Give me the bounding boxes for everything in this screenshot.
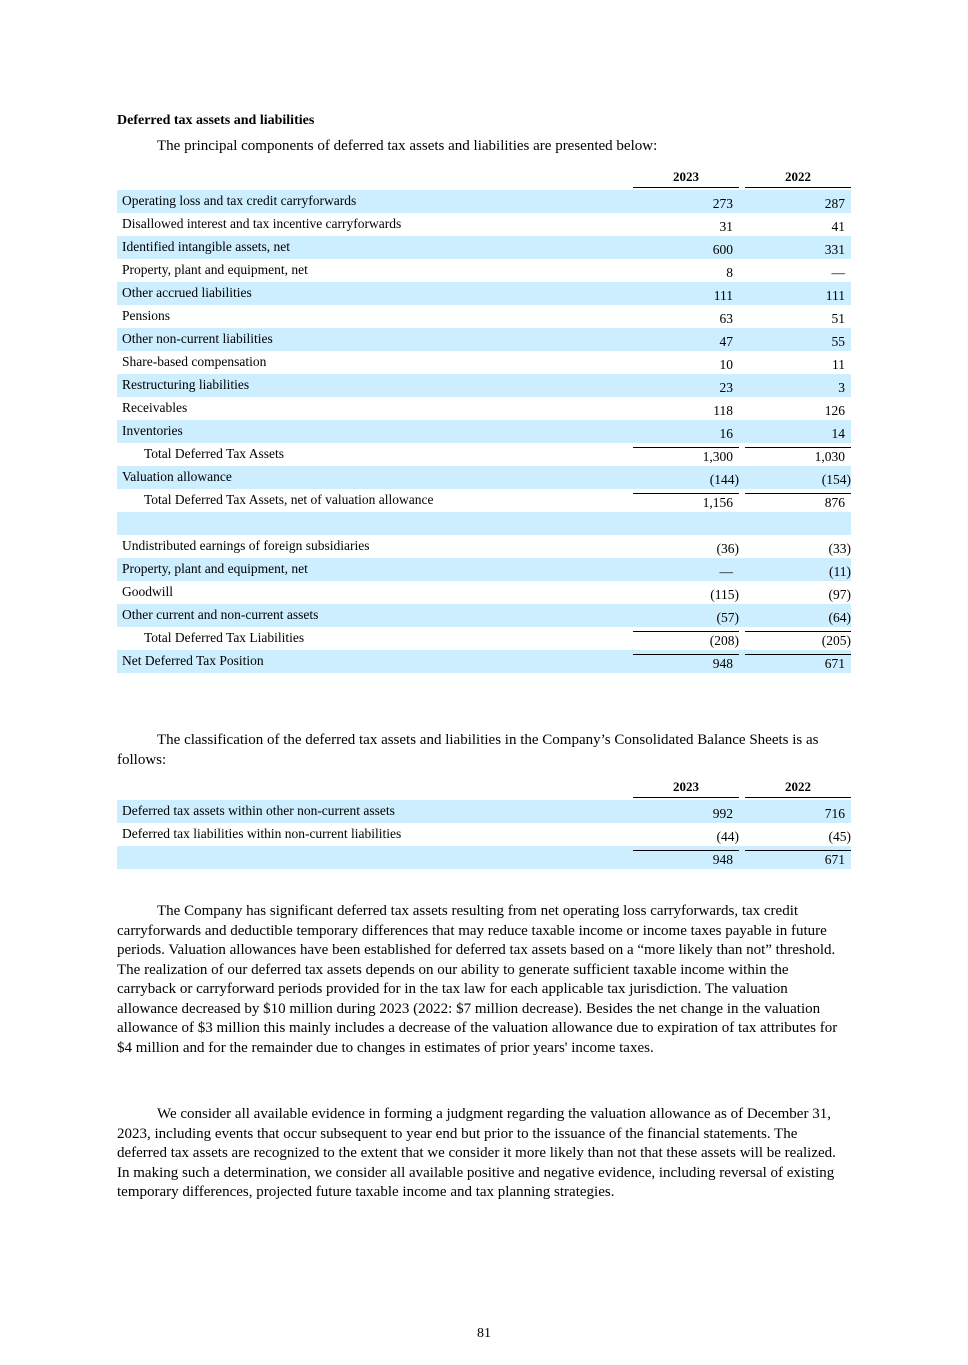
value-2023: 118 [713, 403, 733, 418]
row-label: Other non-current liabilities [122, 331, 273, 346]
row-label: Property, plant and equipment, net [122, 561, 308, 576]
table-row [117, 397, 851, 420]
row-label: Share-based compensation [122, 354, 267, 369]
value-2022: 671 [824, 852, 845, 867]
year-header-2023: 2023 [633, 778, 739, 798]
value-2023: (36) [716, 541, 739, 556]
table-header [117, 778, 851, 800]
table-row [117, 846, 851, 869]
table-row [117, 581, 851, 604]
table-row [117, 558, 851, 581]
row-label: Restructuring liabilities [122, 377, 250, 392]
row-label: Identified intangible assets, net [122, 239, 290, 254]
table-row [117, 190, 851, 213]
value-2023: (44) [716, 829, 739, 844]
value-2023: 8 [726, 265, 733, 280]
value-2023: 31 [719, 219, 733, 234]
value-2023: 63 [719, 311, 733, 326]
intro-text: The principal components of deferred tax assets and liabilities are presented below: [157, 138, 658, 154]
table-header [117, 168, 851, 190]
table-row [117, 823, 851, 846]
row-label: Other current and non-current assets [122, 607, 319, 622]
row-label: Disallowed interest and tax incentive carryforwards [122, 216, 402, 231]
value-2022: 51 [831, 311, 845, 326]
value-2023: (208) [709, 633, 739, 648]
year-header-2022: 2022 [745, 778, 851, 798]
value-2023: 1,156 [702, 495, 733, 510]
value-2022: 111 [825, 288, 845, 303]
table-row [117, 259, 851, 282]
value-2023: — [719, 564, 733, 579]
section-heading: Deferred tax assets and liabilities [117, 113, 315, 128]
value-2022: 41 [831, 219, 845, 234]
value-2022: (11) [829, 564, 851, 579]
table-row [117, 236, 851, 259]
table-row [117, 535, 851, 558]
value-2023: (115) [710, 587, 739, 602]
classification-intro: The classification of the deferred tax assets and liabilities in the Company’s Consolidated Balance Sheets is as follows: [117, 732, 819, 768]
value-2023: 47 [719, 334, 733, 349]
table-row [117, 512, 851, 535]
value-2022: 876 [824, 495, 845, 510]
value-2023: (57) [716, 610, 739, 625]
row-label: Total Deferred Tax Assets, net of valuation allowance [144, 492, 434, 507]
row-label: Property, plant and equipment, net [122, 262, 308, 277]
value-2023: 600 [712, 242, 733, 257]
value-2022: (33) [828, 541, 851, 556]
value-2022: 716 [824, 806, 845, 821]
page-number: 81 [477, 1326, 491, 1341]
table-row [117, 351, 851, 374]
value-2022: — [831, 265, 845, 280]
value-2022: 55 [831, 334, 845, 349]
value-2023: (144) [709, 472, 739, 487]
table-row [117, 420, 851, 443]
value-2023: 948 [712, 656, 733, 671]
table-row [117, 604, 851, 627]
row-label: Undistributed earnings of foreign subsidiaries [122, 538, 370, 553]
value-2022: 126 [824, 403, 845, 418]
value-2022: 3 [838, 380, 845, 395]
row-label: Receivables [122, 400, 188, 415]
row-label: Pensions [122, 308, 171, 323]
year-header-2023: 2023 [633, 168, 739, 188]
row-label: Net Deferred Tax Position [122, 653, 264, 668]
value-2022: (64) [828, 610, 851, 625]
value-2022: 14 [831, 426, 845, 441]
value-2022: 1,030 [814, 449, 845, 464]
value-2023: 992 [712, 806, 733, 821]
value-2023: 273 [712, 196, 733, 211]
table-row [117, 374, 851, 397]
value-2022: (97) [828, 587, 851, 602]
row-label: Deferred tax liabilities within non-current liabilities [122, 826, 402, 841]
value-2022: 331 [824, 242, 845, 257]
value-2022: (154) [821, 472, 851, 487]
row-label: Valuation allowance [122, 469, 232, 484]
value-2022: (45) [828, 829, 851, 844]
row-label: Operating loss and tax credit carryforwards [122, 193, 357, 208]
classification-table [117, 778, 851, 869]
value-2022: 671 [824, 656, 845, 671]
value-2023: 1,300 [702, 449, 733, 464]
value-2023: 111 [713, 288, 733, 303]
table-row [117, 213, 851, 236]
table-row [117, 282, 851, 305]
valuation-paragraph: The Company has significant deferred tax assets resulting from net operating loss carryforwards, tax credit carryforwards and deductible temporary differences that may reduce taxable income or income taxes payable in future periods. Valuation allowances have been established for deferred tax assets based on a “more likely than not” threshold. The realization of our deferred tax assets depends on our ability to generate sufficient taxable income within the carryback or carryforward periods provided for in the tax law for each applicable tax jurisdiction. The valuation allowance decreased by $10 million during 2023 (2022: $7 million decrease). Besides the net change in the valuation allowance of $3 million this mainly includes a decrease of the valuation allowance due to expiration of tax attributes for $4 million and for the remainder due to changes in estimates of prior years' income taxes. [117, 903, 838, 1056]
table-row [117, 627, 851, 650]
table-row [117, 328, 851, 351]
row-label: Deferred tax assets within other non-current assets [122, 803, 395, 818]
row-label: Total Deferred Tax Assets [144, 446, 284, 461]
table-row [117, 305, 851, 328]
table-row [117, 466, 851, 489]
table-row [117, 650, 851, 673]
row-label: Goodwill [122, 584, 174, 599]
value-2023: 16 [719, 426, 733, 441]
value-2022: 287 [824, 196, 845, 211]
row-label: Total Deferred Tax Liabilities [144, 630, 305, 645]
value-2023: 10 [719, 357, 733, 372]
value-2022: 11 [832, 357, 845, 372]
row-label: Other accrued liabilities [122, 285, 252, 300]
table-row [117, 489, 851, 512]
year-header-2022: 2022 [745, 168, 851, 188]
evidence-paragraph: We consider all available evidence in forming a judgment regarding the valuation allowance as of December 31, 2023, including events that occur subsequent to year end but prior to the issuance of the financial statements. The deferred tax assets are recognized to the extent that we consider it more likely than not that these assets will be realized. In making such a determination, we consider all available positive and negative evidence, including reversal of existing temporary differences, projected future taxable income and tax planning strategies. [117, 1106, 836, 1200]
value-2023: 23 [719, 380, 733, 395]
table-row [117, 443, 851, 466]
row-label: Inventories [122, 423, 183, 438]
value-2023: 948 [712, 852, 733, 867]
table-row [117, 800, 851, 823]
deferred-tax-table [117, 168, 851, 673]
value-2022: (205) [821, 633, 851, 648]
